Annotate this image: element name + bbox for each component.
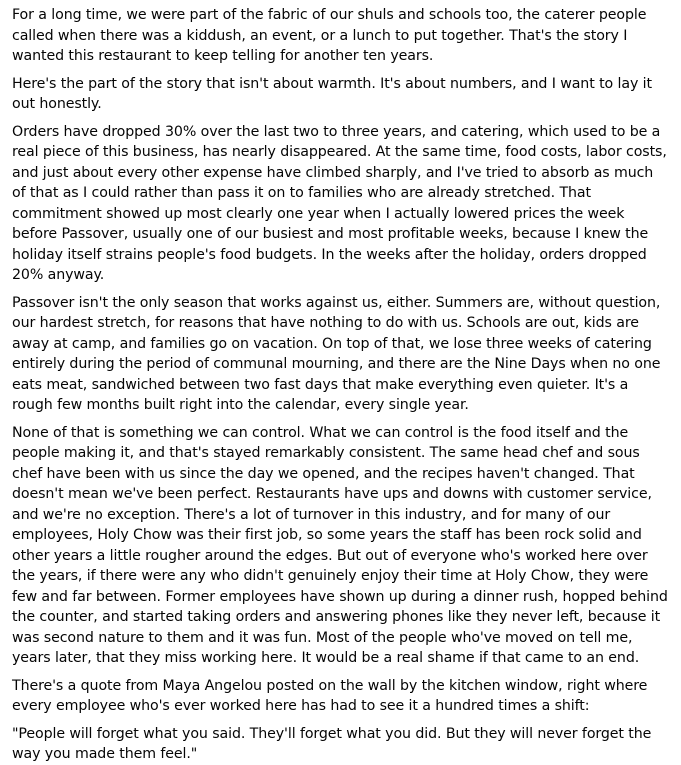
paragraph-food-and-people: None of that is something we can control. What we can control is the food itself and the people making it, and that's stayed remarkably consistent. The same head chef and sous chef have been with us since the day we opened, and the recipes haven't changed. That doesn't mean we've been perfect. Restaurants have ups and downs with customer service, and we're no exception. There's a lot of turnover in this industry, and for many of our employees, Holy Chow was their first job, so some years the staff has been rock solid and other years a little rougher around the edges. But out of everyone who's worked here over the years, if there were any who didn't genuinely enjoy their time at Holy Chow, they were few and far between. Former employees have shown up during a dinner rush, hopped behind the counter, and started taking orders and answering phones like they never left, because it was second nature to them and it was fun. Most of the people who've moved on tell me, years later, that they miss working here. It would be a real shame if that came to an end.	[12, 424, 668, 666]
paragraph-about-numbers: Here's the part of the story that isn't about warmth. It's about numbers, and I want to lay it out honestly.	[12, 75, 652, 112]
paragraph-fabric-of-community: For a long time, we were part of the fabric of our shuls and schools too, the caterer people called when there was a kiddush, an event, or a lunch to put together. That's the story I wanted this restaurant to keep telling for another ten years.	[12, 7, 647, 64]
paragraph-quote: "People will forget what you said. They'll forget what you did. But they will never forget the way you made them feel."	[12, 725, 652, 762]
paragraph-orders-dropped: Orders have dropped 30% over the last two to three years, and catering, which used to be a real piece of this business, has nearly disappeared. At the same time, food costs, labor costs, and just about every other expense have climbed sharply, and I've tried to absorb as much of that as I could rather than pass it on to families who are already stretched. That commitment showed up most clearly one year when I actually lowered prices the week before Passover, usually one of our busiest and most profitable weeks, because I knew the holiday itself strains people's food budgets. In the weeks after the holiday, orders dropped 20% anyway.	[12, 123, 667, 283]
paragraph-seasons: Passover isn't the only season that works against us, either. Summers are, without question, our hardest stretch, for reasons that have nothing to do with us. Schools are out, kids are away at camp, and families go on vacation. On top of that, we lose three weeks of catering entirely during the period of communal mourning, and there are the Nine Days when no one eats meat, sandwiched between two fast days that make everything even quieter. It's a rough few months built right into the calendar, every single year.	[12, 294, 661, 413]
paragraph-quote-intro: There's a quote from Maya Angelou posted on the wall by the kitchen window, right where every employee who's ever worked here has had to see it a hundred times a shift:	[12, 677, 648, 714]
